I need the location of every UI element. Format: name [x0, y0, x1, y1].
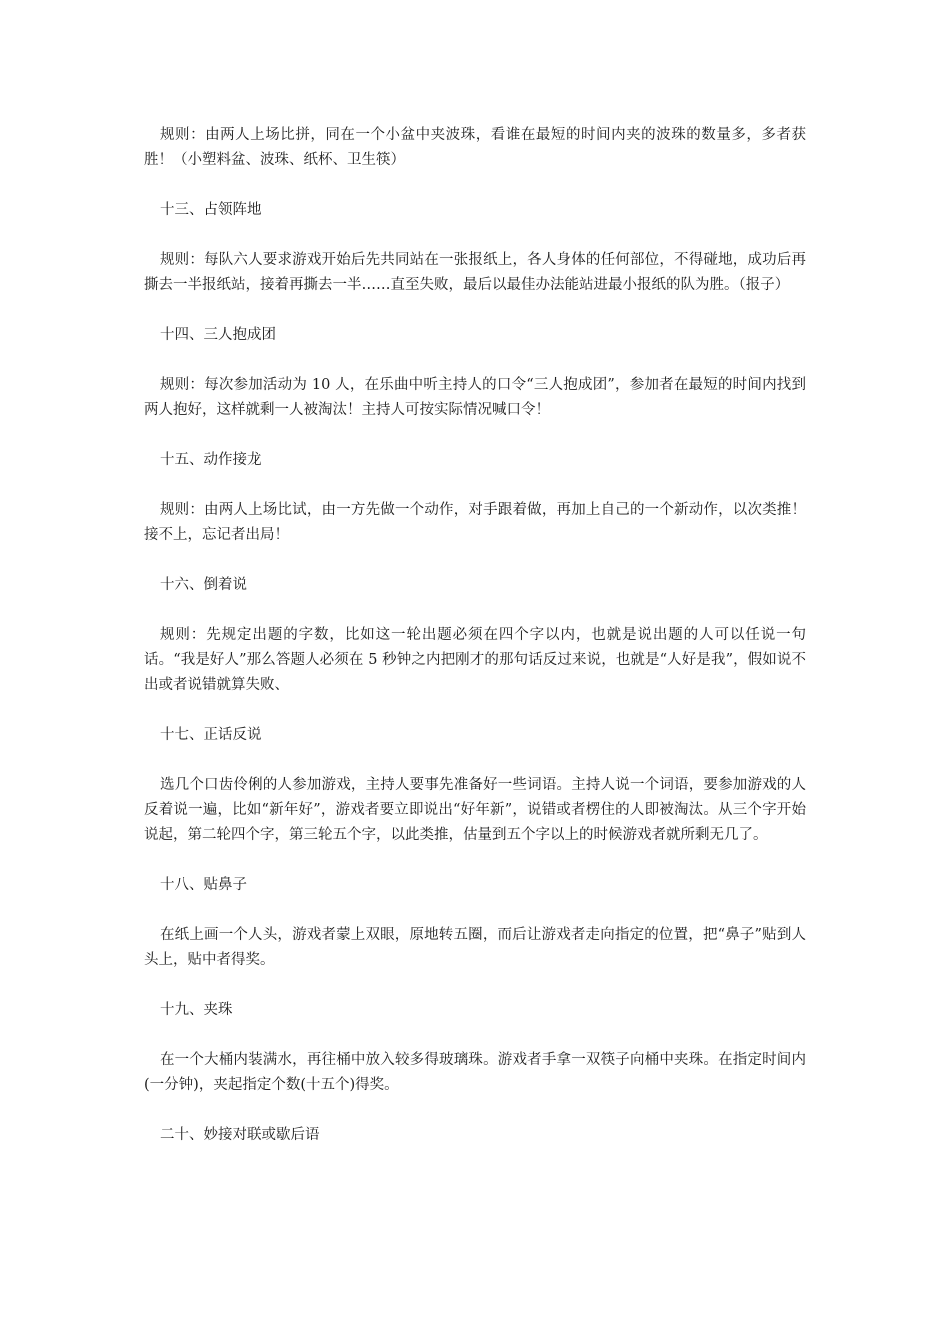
- paragraph-rule-15: 规则：由两人上场比试，由一方先做一个动作，对手跟着做，再加上自己的一个新动作，以次类推！接不上，忘记者出局！: [144, 502, 806, 543]
- section-heading-14: 十四、三人抱成团: [160, 327, 276, 343]
- section-heading-13: 十三、占领阵地: [160, 202, 262, 218]
- paragraph-rule-18: 在纸上画一个人头，游戏者蒙上双眼，原地转五圈，而后让游戏者走向指定的位置，把“鼻子”贴到人头上，贴中者得奖。: [144, 927, 806, 968]
- section-heading-15: 十五、动作接龙: [160, 452, 262, 468]
- paragraph-rule-16: 规则：先规定出题的字数，比如这一轮出题必须在四个字以内，也就是说出题的人可以任说一句话。“我是好人”那么答题人必须在 5 秒钟之内把刚才的那句话反过来说，也就是“人好是我”，假如说不出或者说错就算失败、: [144, 627, 806, 693]
- paragraph-rule-12: 规则：由两人上场比拼，同在一个小盆中夹波珠，看谁在最短的时间内夹的波珠的数量多，多者获胜！（小塑料盆、波珠、纸杯、卫生筷）: [144, 127, 806, 168]
- paragraph-rule-14: 规则：每次参加活动为 10 人，在乐曲中听主持人的口令“三人抱成团”，参加者在最短的时间内找到两人抱好，这样就剩一人被淘汰！主持人可按实际情况喊口令！: [144, 377, 806, 418]
- paragraph-rule-13: 规则：每队六人要求游戏开始后先共同站在一张报纸上，各人身体的任何部位，不得碰地，成功后再撕去一半报纸站，接着再撕去一半……直至失败，最后以最佳办法能站进最小报纸的队为胜。（报子）: [144, 252, 806, 293]
- section-heading-17: 十七、正话反说: [160, 727, 262, 743]
- section-heading-16: 十六、倒着说: [160, 577, 247, 593]
- section-heading-20: 二十、妙接对联或歇后语: [160, 1127, 320, 1143]
- paragraph-rule-19: 在一个大桶内装满水，再往桶中放入较多得玻璃珠。游戏者手拿一双筷子向桶中夹珠。在指定时间内(一分钟)，夹起指定个数(十五个)得奖。: [144, 1052, 806, 1093]
- section-heading-19: 十九、夹珠: [160, 1002, 233, 1018]
- document-body: [144, 123, 806, 1173]
- paragraph-rule-17: 选几个口齿伶俐的人参加游戏，主持人要事先准备好一些词语。主持人说一个词语，要参加游戏的人反着说一遍，比如“新年好”，游戏者要立即说出“好年新”，说错或者楞住的人即被淘汰。从三个字开始说起，第二轮四个字，第三轮五个字，以此类推，估量到五个字以上的时候游戏者就所剩无几了。: [144, 777, 806, 843]
- section-heading-18: 十八、贴鼻子: [160, 877, 247, 893]
